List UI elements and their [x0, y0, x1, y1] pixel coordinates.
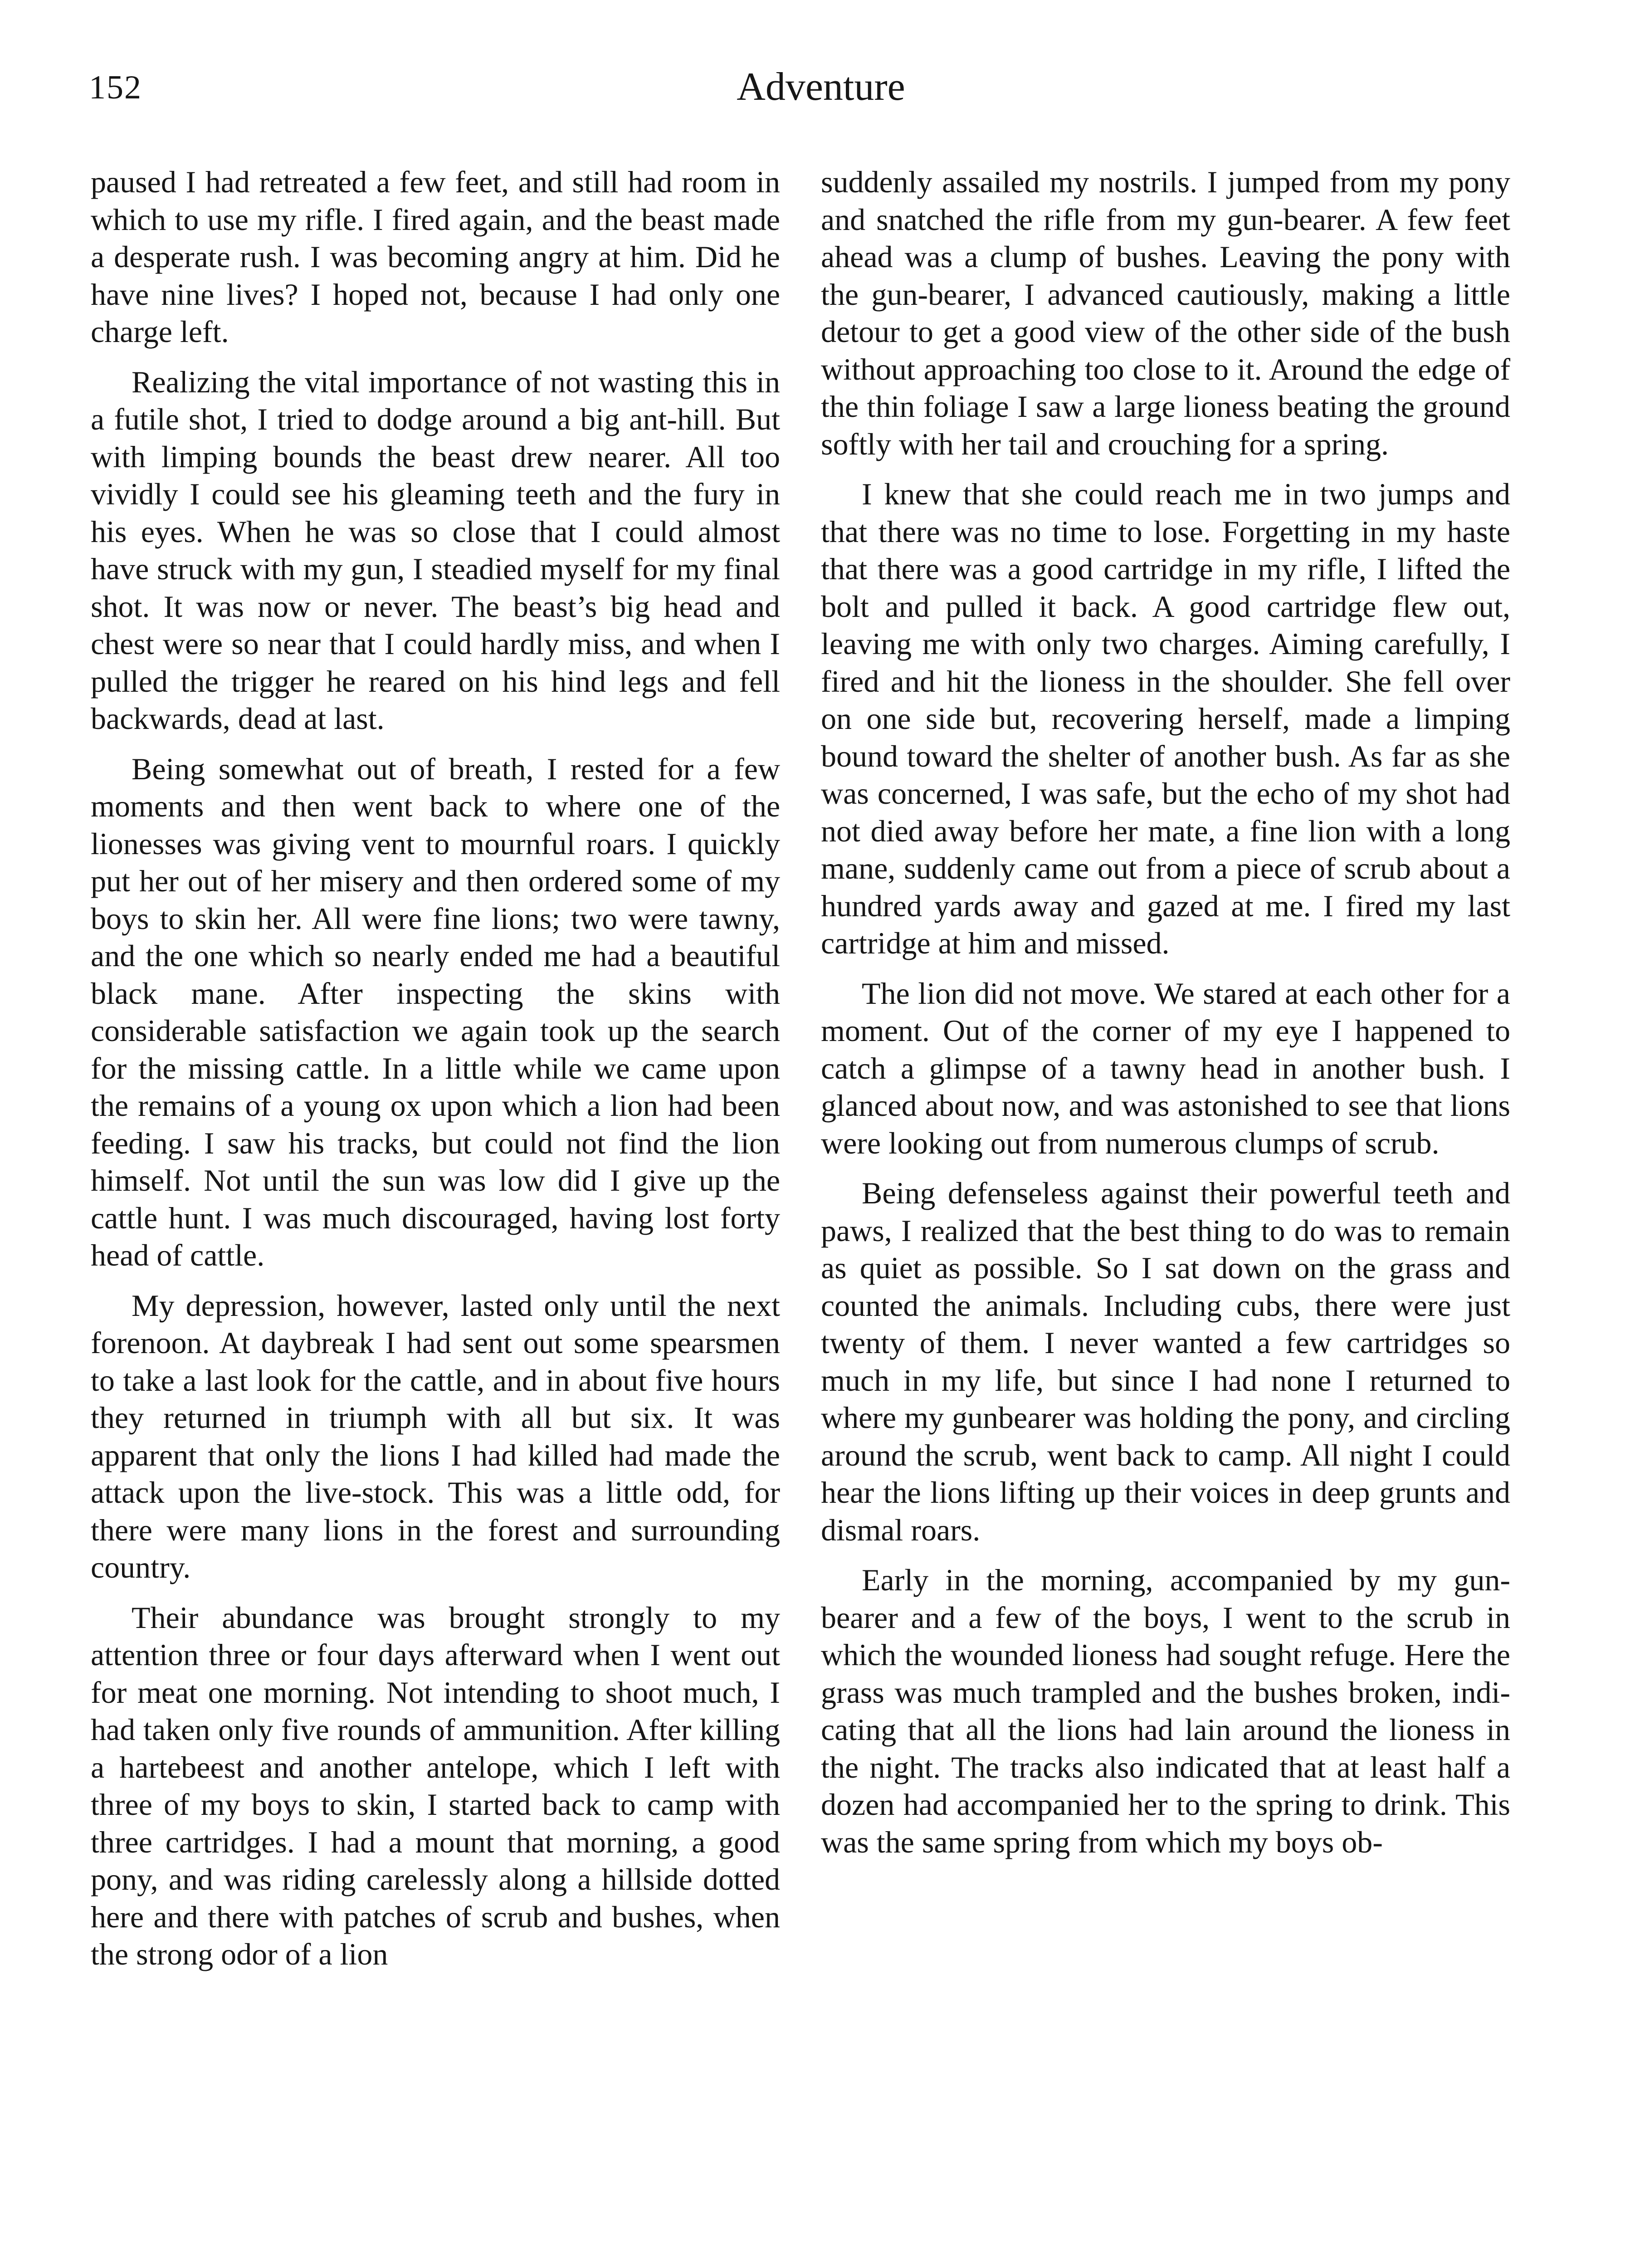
paragraph: suddenly assailed my nostrils. I jumped from my pony and snatched the rifle from my gun-bearer. A few feet ahead was a clump of bushes. Leaving the pony with the gun-bearer, I advanced cautiously, making a little detour to get a good view of the other side of the bush without approaching too close to it. Around the edge of the thin foliage I saw a large lioness beating the ground softly with her tail and crouching for a spring. — [821, 165, 1510, 461]
paragraph: Being defenseless against their powerful teeth and paws, I realized that the best thing to do was to remain as quiet as possible. So I sat down on the grass and counted the animals. Including cubs, there were just twenty of them. I never wanted a few cartridges so much in my life, but since I had none I returned to where my gunbearer was holding the pony, and circling around the scrub, went back to camp. All night I could hear the lions lifting up their voices in deep grunts and dismal roars. — [821, 1176, 1510, 1547]
paragraph: Being somewhat out of breath, I rested for a few moments and then went back to where one of the lionesses was giving vent to mournful roars. I quickly put her out of her misery and then ordered some of my boys to skin her. All were fine lions; two were tawny, and the one which so nearly ended me had a beautiful black mane. After inspecting the skins with considerable satisfaction we again took up the search for the missing cattle. In a little while we came upon the remains of a young ox upon which a lion had been feeding. I saw his tracks, but could not find the lion himself. Not until the sun was low did I give up the cattle hunt. I was much discouraged, having lost forty head of cattle. — [91, 751, 780, 1272]
paragraph: I knew that she could reach me in two jumps and that there was no time to lose. Forgetting in my haste that there was a good cartridge in my rifle, I lifted the bolt and pulled it back. A good cartridge flew out, leaving me with only two charges. Aiming carefully, I fired and hit the lioness in the shoulder. She fell over on one side but, recovering herself, made a limping bound toward the shelter of another bush. As far as she was concerned, I was safe, but the echo of my shot had not died away before her mate, a fine lion with a long mane, suddenly came out from a piece of scrub about a hundred yards away and gazed at me. I fired my last cartridge at him and missed. — [821, 477, 1510, 960]
page-number: 152 — [89, 69, 142, 106]
paragraph: Their abundance was brought strongly to my attention three or four days afterward when I went out for meat one morning. Not intending to shoot much, I had taken only five rounds of ammunition. After killing a hartebeest and another antelope, which I left with three of my boys to skin, I started back to camp with three cartridges. I had a mount that morning, a good pony, and was riding carelessly along a hillside dotted here and there with patches of scrub and bushes, when the strong odor of a lion — [91, 1600, 780, 1971]
left-column — [91, 163, 780, 2268]
paragraph: The lion did not move. We stared at each other for a moment. Out of the corner of my eye I happened to catch a glimpse of a tawny head in another bush. I glanced about now, and was astonished to see that lions were looking out from numerous clumps of scrub. — [821, 976, 1510, 1160]
right-column — [821, 163, 1510, 2268]
paragraph: Early in the morning, accompanied by my gun-bearer and a few of the boys, I went to the scrub in which the wounded lioness had sought refuge. Here the grass was much trampled and the bushes broken, indicating that all the lions had lain around the lioness in the night. The tracks also indicated that at least half a dozen had accompanied her to the spring to drink. This was the same spring from which my boys ob- — [821, 1563, 1510, 1859]
paragraph: paused I had retreated a few feet, and still had room in which to use my rifle. I fired again, and the beast made a desperate rush. I was becoming angry at him. Did he have nine lives? I hoped not, because I had only one charge left. — [91, 165, 780, 349]
running-title: Adventure — [737, 65, 905, 109]
paragraph: My depression, however, lasted only until the next forenoon. At daybreak I had sent out some spearsmen to take a last look for the cattle, and in about five hours they returned in triumph with all but six. It was apparent that only the lions I had killed had made the attack upon the live-stock. This was a little odd, for there were many lions in the forest and surrounding country. — [91, 1288, 780, 1584]
paragraph: Realizing the vital importance of not wasting this in a futile shot, I tried to dodge around a big ant-hill. But with limping bounds the beast drew nearer. All too vividly I could see his gleaming teeth and the fury in his eyes. When he was so close that I could almost have struck with my gun, I steadied myself for my final shot. It was now or never. The beast’s big head and chest were so near that I could hardly miss, and when I pulled the trigger he reared on his hind legs and fell backwards, dead at last. — [91, 364, 780, 736]
